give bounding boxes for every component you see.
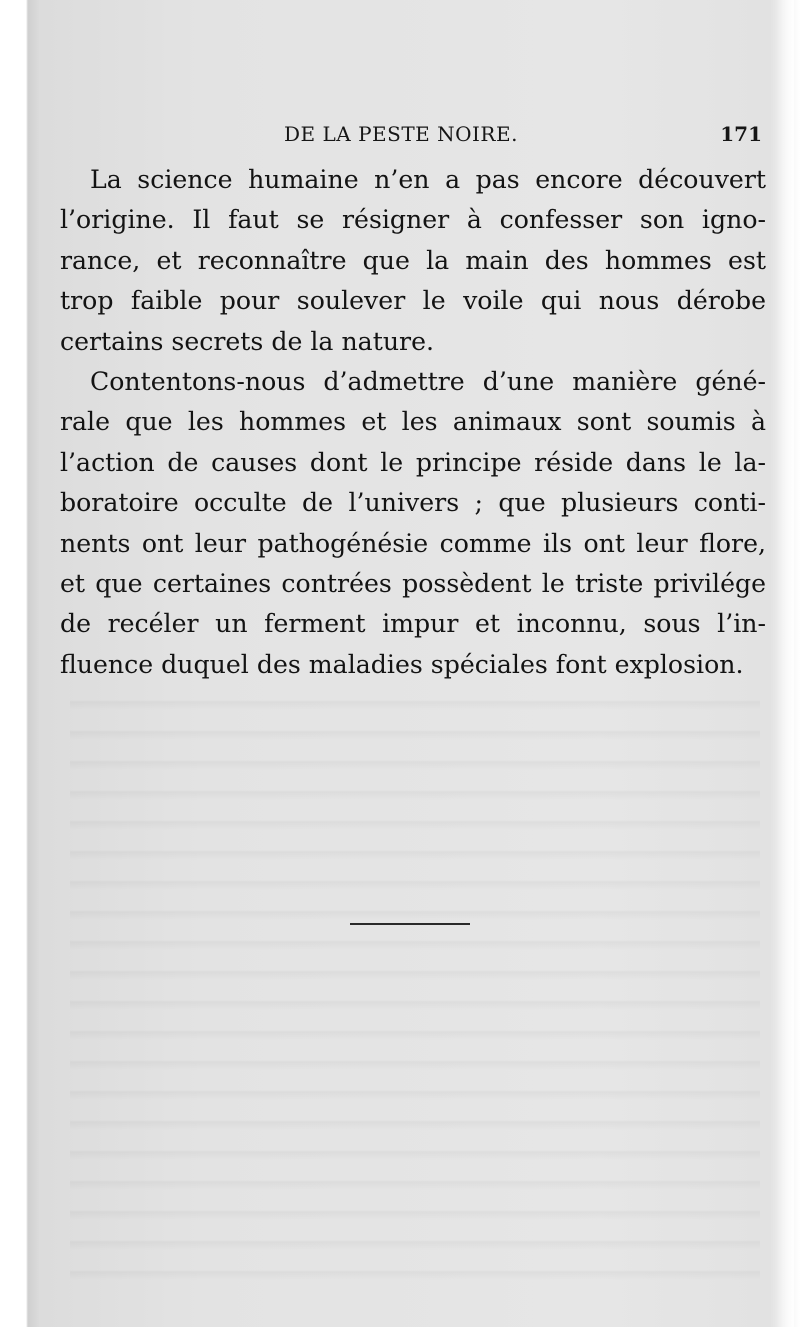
text-line: fluence duquel des maladies spéciales font explosion. <box>60 649 744 679</box>
paragraph-1 <box>60 160 766 362</box>
body-text <box>60 160 766 685</box>
text-line: certains secrets de la nature. <box>60 326 434 356</box>
bleed-through-texture <box>70 680 760 1280</box>
section-end-rule <box>350 923 470 925</box>
text-line: l’action de causes dont le principe réside dans le la- <box>60 447 766 477</box>
text-line: rale que les hommes et les animaux sont soumis à <box>60 407 766 437</box>
running-head: DE LA PESTE NOIRE. <box>284 122 518 146</box>
text-line: l’origine. Il faut se résigner à confesser son igno- <box>60 205 766 235</box>
text-line: Contentons-nous d’admettre d’une manière géné- <box>90 367 766 397</box>
text-line: boratoire occulte de l’univers ; que plusieurs conti- <box>60 488 766 518</box>
page-header <box>60 120 766 150</box>
text-line: trop faible pour soulever le voile qui nous dérobe <box>60 286 766 316</box>
text-line: de recéler un ferment impur et inconnu, sous l’in- <box>60 609 766 639</box>
text-line: rance, et reconnaître que la main des hommes est <box>60 245 766 275</box>
page-number: 171 <box>720 122 762 146</box>
text-line: et que certaines contrées possèdent le triste privilége <box>60 569 766 599</box>
paragraph-2 <box>60 362 766 685</box>
text-line: La science humaine n’en a pas encore découvert <box>90 165 766 194</box>
text-line: nents ont leur pathogénésie comme ils ont leur flore, <box>60 528 766 558</box>
